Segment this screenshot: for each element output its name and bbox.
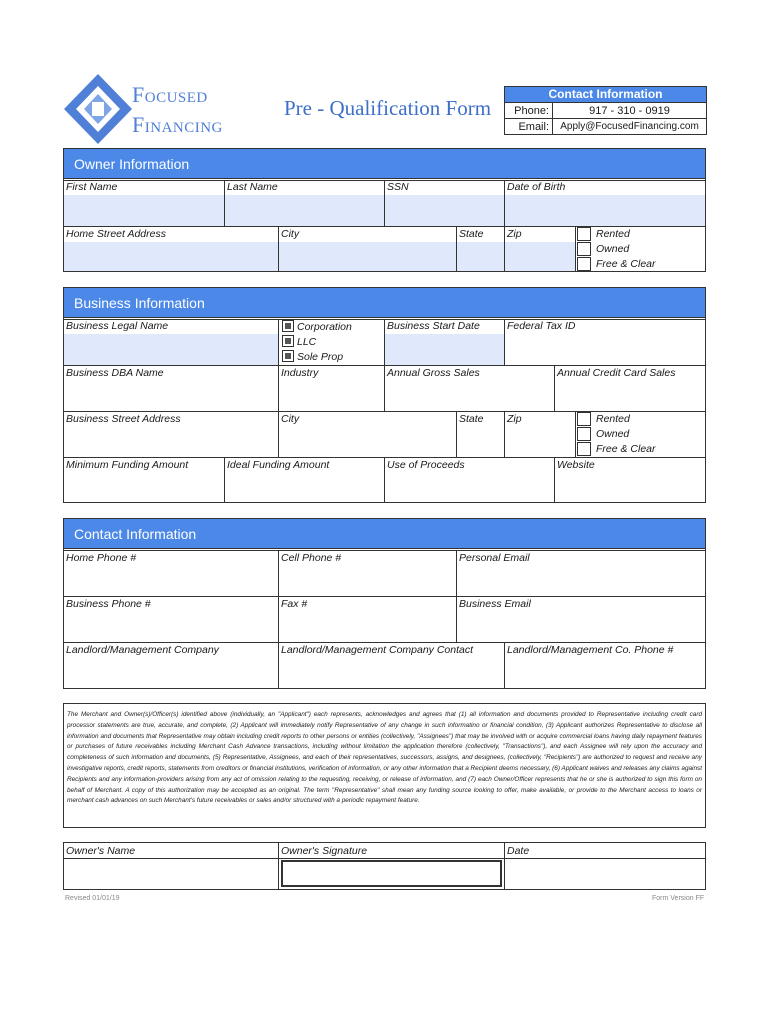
- start-date-label: Business Start Date: [387, 320, 480, 332]
- gross-sales-field[interactable]: [385, 381, 554, 410]
- authorization-text: The Merchant and Owner(s)/Officer(s) identified above (individually, an "Applicant") each represents, acknowledges and agrees that (1) all information and documents provided to Representative including credit card processor statements are true, accurate, and complete, (2) Applicant will immediately notify Representative of any change in such informatino or financial condition, (3) Applicant authorizes Representative to disclose all information and documents that Representative may obtain including credit reports to other persons or entities (collectively, "Assignees") that may be involved with or acquire commercial loans having daily repayment features or purchases of future receivables including Merchant Cash Advance transactions, including without limitation the application therefore (collectively, "Transactions"), and each Assignee will rely upon the accuracy and completeness of such information and documents, (5) Representative, Assignees, and each of their representatives, successors, assigns, and designees, (collectively, "Recipients") are authorized to request and receive any investigative reports, credit reports, statements from creditors or financial institutions, verification of information, or any other information that a Recipient deems necessary, (6) Applicant waives and releases any claims against Recipients and any information-providers arising from any act of omission relating to the requesting, receiving, or release of information, and (7) each Owner/Officer represents that he or she is authorized to sign this form on behalf of Merchant. A copy of this authorization may be accepted as an original. The term "Representative" shall mean any funding source looking to offer, make available, or provide to the Merchant access to loans or merchant cash advances on such Merchant's future receivables or sales and/or structured with a periodic repayment feature.: [63, 703, 706, 828]
- business-city-field[interactable]: [279, 427, 456, 456]
- business-address-label: Business Street Address: [66, 413, 181, 425]
- owner-city-field[interactable]: [279, 242, 456, 271]
- gross-sales-label: Annual Gross Sales: [387, 367, 480, 379]
- owner-zip-label: Zip: [507, 228, 522, 240]
- min-funding-label: Minimum Funding Amount: [66, 459, 189, 471]
- landlord-company-field[interactable]: [64, 658, 278, 688]
- business-city-label: City: [281, 413, 300, 425]
- website-field[interactable]: [555, 473, 705, 502]
- corporation-checkbox[interactable]: [282, 320, 294, 332]
- business-state-label: State: [459, 413, 484, 425]
- home-phone-label: Home Phone #: [66, 552, 137, 564]
- owner-owned-label: Owned: [596, 243, 630, 255]
- email-value: Apply@FocusedFinancing.com: [560, 121, 699, 132]
- business-free-clear-label: Free & Clear: [596, 443, 656, 455]
- cell-phone-label: Cell Phone #: [281, 552, 342, 564]
- owner-state-label: State: [459, 228, 484, 240]
- phone-value: 917 - 310 - 0919: [589, 105, 670, 117]
- cell-phone-field[interactable]: [279, 566, 456, 595]
- contact-email-row: [505, 118, 706, 134]
- contact-phone-row: [505, 102, 706, 118]
- dob-field[interactable]: [505, 195, 705, 226]
- owner-signature-field[interactable]: [281, 860, 502, 887]
- min-funding-field[interactable]: [64, 473, 224, 502]
- dba-name-field[interactable]: [64, 381, 278, 410]
- tax-id-field[interactable]: [505, 334, 705, 365]
- owner-state-field[interactable]: [457, 242, 504, 271]
- home-phone-field[interactable]: [64, 566, 278, 595]
- owner-city-label: City: [281, 228, 300, 240]
- business-section-header: Business Information: [64, 288, 705, 318]
- business-free-clear-checkbox[interactable]: [577, 442, 591, 456]
- owner-free-clear-checkbox[interactable]: [577, 257, 591, 271]
- website-label: Website: [557, 459, 595, 471]
- landlord-phone-label: Landlord/Management Co. Phone #: [507, 644, 674, 656]
- email-label: Email:: [505, 119, 553, 134]
- signature-date-field[interactable]: [505, 859, 705, 889]
- last-name-field[interactable]: [225, 195, 384, 226]
- owner-name-field[interactable]: [64, 859, 278, 889]
- contact-info-box: [504, 86, 707, 135]
- use-of-proceeds-field[interactable]: [385, 473, 554, 502]
- sole-prop-label: Sole Prop: [297, 351, 344, 363]
- ideal-funding-field[interactable]: [225, 473, 384, 502]
- landlord-contact-label: Landlord/Management Company Contact: [281, 644, 474, 656]
- contact-section-header: Contact Information: [64, 519, 705, 549]
- business-phone-label: Business Phone #: [66, 598, 151, 610]
- fax-field[interactable]: [279, 612, 456, 641]
- llc-label: LLC: [297, 336, 317, 348]
- dob-label: Date of Birth: [507, 181, 566, 193]
- personal-email-field[interactable]: [457, 566, 705, 595]
- form-title: Pre - Qualification Form: [284, 96, 492, 120]
- business-owned-label: Owned: [596, 428, 630, 440]
- use-of-proceeds-label: Use of Proceeds: [387, 459, 465, 471]
- phone-label: Phone:: [505, 103, 553, 118]
- business-rented-label: Rented: [596, 413, 630, 425]
- owner-signature-label: Owner's Signature: [281, 845, 368, 857]
- ssn-label: SSN: [387, 181, 409, 193]
- business-zip-label: Zip: [507, 413, 522, 425]
- landlord-company-label: Landlord/Management Company: [66, 644, 219, 656]
- business-owned-checkbox[interactable]: [577, 427, 591, 441]
- personal-email-label: Personal Email: [459, 552, 530, 564]
- cc-sales-field[interactable]: [555, 381, 705, 410]
- logo-text-focused: Focused: [132, 82, 208, 107]
- owner-rented-checkbox[interactable]: [577, 227, 591, 241]
- home-address-label: Home Street Address: [66, 228, 166, 240]
- start-date-field[interactable]: [385, 334, 504, 365]
- business-phone-field[interactable]: [64, 612, 278, 641]
- legal-name-label: Business Legal Name: [66, 320, 169, 332]
- signature-date-label: Date: [507, 845, 530, 857]
- first-name-label: First Name: [66, 181, 118, 193]
- business-email-field[interactable]: [457, 612, 705, 641]
- home-address-field[interactable]: [64, 242, 278, 271]
- tax-id-label: Federal Tax ID: [507, 320, 576, 332]
- dba-name-label: Business DBA Name: [66, 367, 164, 379]
- owner-free-clear-label: Free & Clear: [596, 258, 656, 270]
- industry-field[interactable]: [279, 381, 384, 410]
- fax-label: Fax #: [281, 598, 308, 610]
- business-rented-checkbox[interactable]: [577, 412, 591, 426]
- landlord-phone-field[interactable]: [505, 658, 705, 688]
- owner-owned-checkbox[interactable]: [577, 242, 591, 256]
- company-logo: [62, 72, 262, 146]
- logo-mark-icon: [62, 72, 134, 146]
- business-state-field[interactable]: [457, 427, 504, 456]
- owner-rented-label: Rented: [596, 228, 630, 240]
- ssn-field[interactable]: [385, 195, 504, 226]
- first-name-field[interactable]: [64, 195, 224, 226]
- business-address-field[interactable]: [64, 427, 278, 456]
- business-zip-field[interactable]: [505, 427, 575, 456]
- ideal-funding-label: Ideal Funding Amount: [227, 459, 330, 471]
- form-version: Form Version FF: [652, 895, 705, 902]
- logo-text-financing: Financing: [132, 112, 223, 137]
- llc-checkbox[interactable]: [282, 335, 294, 347]
- industry-label: Industry: [281, 367, 319, 379]
- landlord-contact-field[interactable]: [279, 658, 504, 688]
- owner-zip-field[interactable]: [505, 242, 575, 271]
- owner-section-header: Owner Information: [64, 149, 705, 179]
- cc-sales-label: Annual Credit Card Sales: [557, 367, 676, 379]
- contact-box-header: Contact Information: [505, 87, 706, 102]
- revised-date: Revised 01/01/19: [65, 895, 120, 902]
- business-email-label: Business Email: [459, 598, 531, 610]
- owner-name-label: Owner's Name: [66, 845, 136, 857]
- sole-prop-checkbox[interactable]: [282, 350, 294, 362]
- last-name-label: Last Name: [227, 181, 278, 193]
- legal-name-field[interactable]: [64, 334, 278, 365]
- corporation-label: Corporation: [297, 321, 352, 333]
